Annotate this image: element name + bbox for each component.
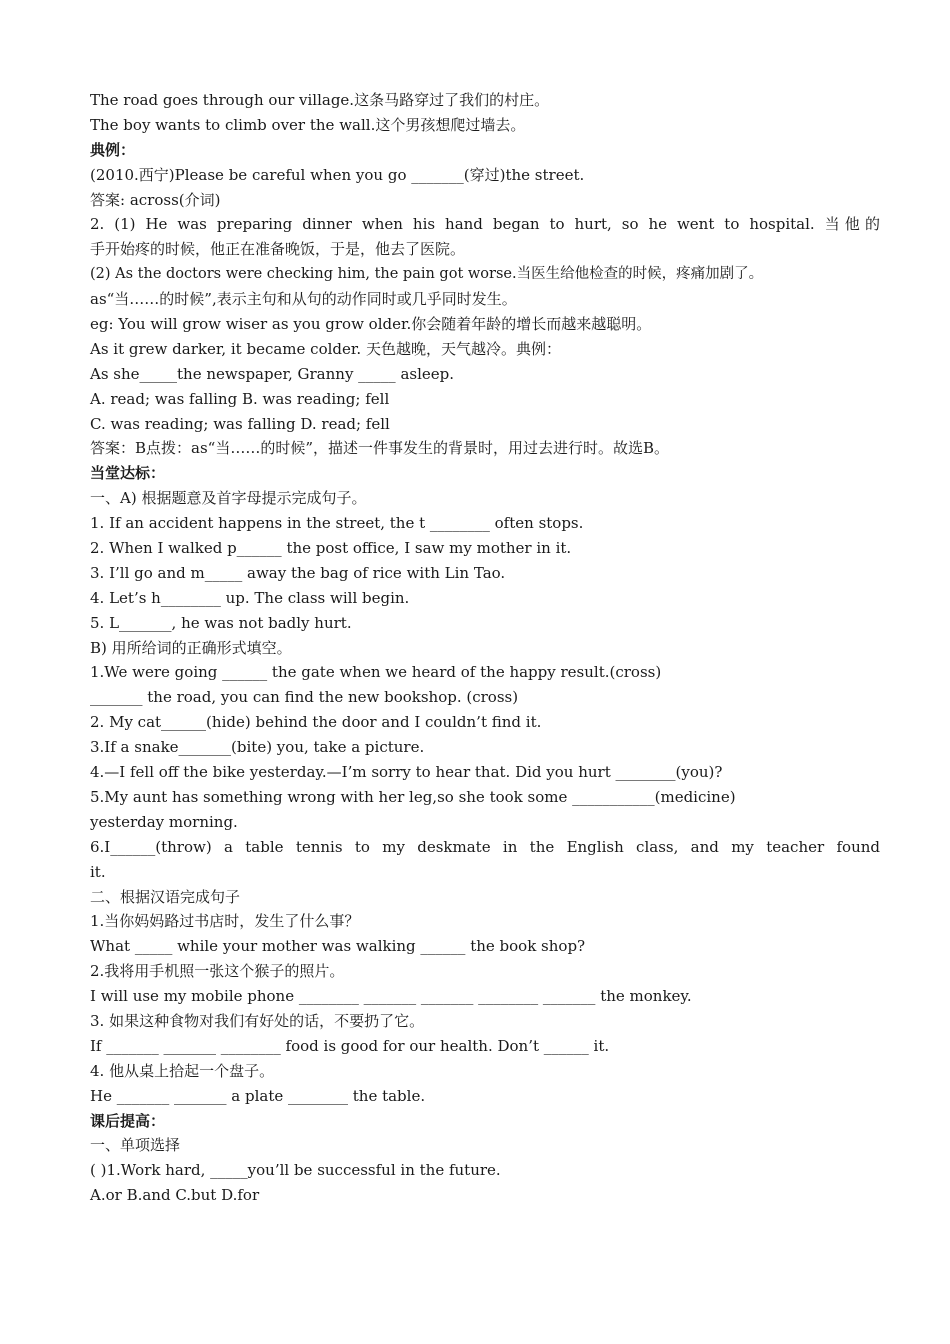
text-line: 手开始疼的时候，他正在准备晚饭，于是，他去了医院。 — [90, 240, 466, 259]
text-line: 一、A) 根据题意及首字母提示完成句子。 — [90, 489, 367, 508]
text-line: A. read; was falling B. was reading; fell — [90, 389, 390, 408]
text-line: 5. L_______, he was not badly hurt. — [90, 613, 352, 632]
text-line: 4. 他从桌上拾起一个盘子。 — [90, 1061, 275, 1080]
text-line: I will use my mobile phone ________ _______ _______ ________ _______ the monkey. — [90, 987, 692, 1006]
text-line: (2010.西宁)Please be careful when you go _______(穿过)the street. — [90, 165, 585, 184]
text-line: 一、单项选择 — [90, 1136, 181, 1155]
text-line: 4. Let’s h________ up. The class will begin. — [90, 588, 410, 607]
text-line: _______ the road, you can find the new bookshop. (cross) — [90, 688, 519, 707]
text-line: 3.If a snake_______(bite) you, take a picture. — [90, 738, 425, 757]
text-line: (2) As the doctors were checking him, the pain got worse.当医生给他检查的时候，疼痛加剧了。 — [90, 266, 764, 283]
text-line: 6.I______(throw) a table tennis to my deskmate in the English class, and my teacher found — [90, 837, 880, 856]
section-heading: 当堂达标： — [90, 464, 166, 483]
section-heading: 课后提高： — [90, 1111, 166, 1130]
text-line: 1. If an accident happens in the street, the t ________ often stops. — [90, 514, 584, 533]
text-line: What _____ while your mother was walking ______ the book shop? — [90, 937, 586, 956]
text-line: 2. My cat______(hide) behind the door and I couldn’t find it. — [90, 713, 542, 732]
text-line: 答案：B点拨：as“当……的时候”，描述一件事发生的背景时，用过去进行时。故选B。 — [90, 439, 670, 458]
text-line: As she_____the newspaper, Granny _____ asleep. — [90, 364, 455, 383]
text-line: If _______ _______ ________ food is good for our health. Don’t ______ it. — [90, 1036, 610, 1055]
text-line: 4.—I fell off the bike yesterday.—I’m sorry to hear that. Did you hurt ________(you)? — [90, 763, 723, 782]
text-line: 1.当你妈妈路过书店时，发生了什么事？ — [90, 912, 360, 931]
text-line: C. was reading; was falling D. read; fell — [90, 414, 390, 433]
text-line: 1.We were going ______ the gate when we heard of the happy result.(cross) — [90, 663, 662, 682]
text-line: it. — [90, 862, 106, 881]
text-line: eg: You will grow wiser as you grow older.你会随着年龄的增长而越来越聪明。 — [90, 315, 652, 334]
text-line: 2.我将用手机照一张这个猴子的照片。 — [90, 962, 345, 981]
text-line: B) 用所给词的正确形式填空。 — [90, 638, 292, 657]
text-line: As it grew darker, it became colder. 天色越晚，天气越冷。典例： — [90, 339, 561, 358]
text-line: 2. When I walked p______ the post office, I saw my mother in it. — [90, 539, 572, 558]
text-line: 二、根据汉语完成句子 — [90, 887, 241, 906]
text-line: A.or B.and C.but D.for — [90, 1186, 260, 1205]
text-line: 3. 如果这种食物对我们有好处的话，不要扔了它。 — [90, 1011, 425, 1030]
text-line: 5.My aunt has something wrong with her leg,so she took some ___________(medicine) — [90, 787, 736, 806]
text-line: ( )1.Work hard, _____you’ll be successful in the future. — [90, 1161, 501, 1180]
text-line: He _______ _______ a plate ________ the table. — [90, 1086, 426, 1105]
text-line: The road goes through our village.这条马路穿过了我们的村庄。 — [90, 91, 550, 109]
section-label: 典例： — [90, 140, 136, 159]
text-line: 答案: across(介词) — [90, 190, 221, 209]
text-line: as“当……的时候”,表示主句和从句的动作同时或几乎同时发生。 — [90, 290, 517, 309]
text-line: 3. I’ll go and m_____ away the bag of rice with Lin Tao. — [90, 563, 506, 582]
text-line: The boy wants to climb over the wall.这个男孩想爬过墙去。 — [90, 115, 526, 134]
document-page — [90, 88, 880, 1208]
text-line: yesterday morning. — [90, 812, 238, 831]
text-line: 2. (1) He was preparing dinner when his hand began to hurt, so he went to hospital. 当他的 — [90, 215, 880, 234]
